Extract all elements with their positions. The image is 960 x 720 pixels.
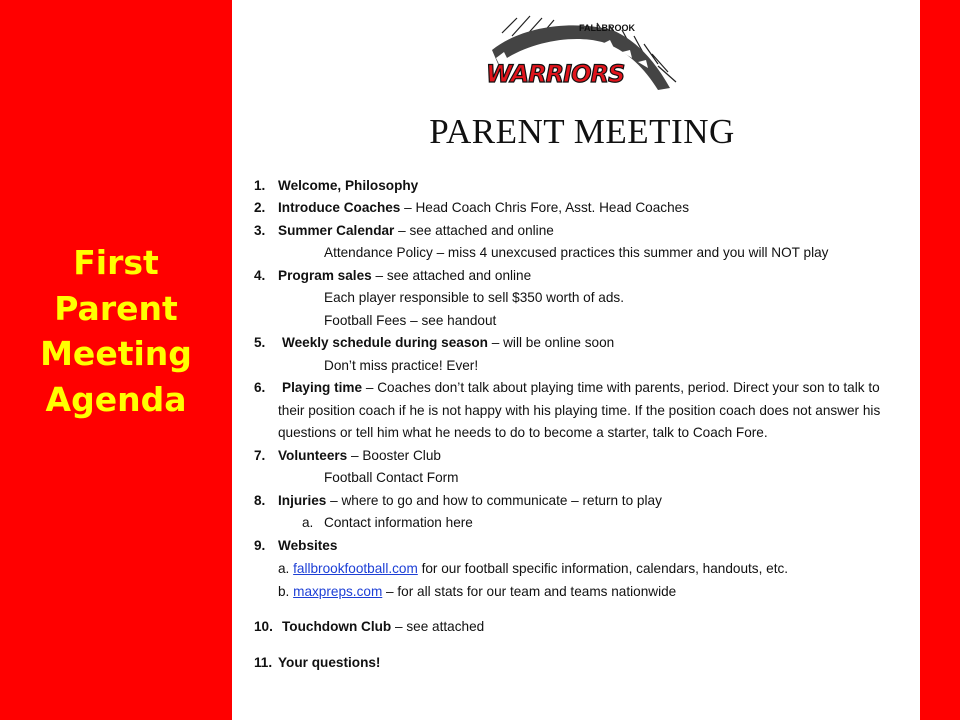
item-number: 3. <box>254 223 266 238</box>
document-page <box>232 0 920 720</box>
subitem-text: Contact information here <box>324 515 473 530</box>
item-heading: Weekly schedule during season <box>282 335 488 350</box>
website-description: – for all stats for our team and teams nationwide <box>382 584 677 599</box>
item-heading: Injuries <box>278 493 327 508</box>
item-number: 2. <box>254 200 266 215</box>
item-heading: Websites <box>278 538 338 553</box>
logo-top-text: FALLBROOK <box>579 23 635 33</box>
item-text: – see attached and online <box>371 268 532 283</box>
website-letter: a. <box>278 561 294 576</box>
slide-right-bar <box>920 0 960 720</box>
slide-title-line: Parent <box>54 288 178 328</box>
item-number: 5. <box>254 335 266 350</box>
website-line <box>278 561 788 576</box>
warriors-logo <box>482 8 682 98</box>
item-heading: Volunteers <box>278 448 348 463</box>
website-description: for our football specific information, calendars, handouts, etc. <box>417 561 789 576</box>
item-heading: Welcome, Philosophy <box>278 178 419 193</box>
item-heading: Introduce Coaches <box>278 200 401 215</box>
subitem-letter: a. <box>302 515 314 530</box>
agenda-subitem: Attendance Policy – miss 4 unexcused practices this summer and you will NOT play <box>324 245 829 260</box>
item-number: 7. <box>254 448 266 463</box>
website-line <box>278 584 676 599</box>
agenda-subitem: Football Contact Form <box>324 470 459 485</box>
item-text: – see attached and online <box>394 223 554 238</box>
maxpreps-link[interactable]: maxpreps.com <box>293 584 383 599</box>
agenda-subitem: Football Fees – see handout <box>324 313 497 328</box>
slide-title <box>0 240 232 422</box>
item-text: – will be online soon <box>488 335 615 350</box>
website-letter: b. <box>278 584 294 599</box>
agenda-subitem: Don’t miss practice! Ever! <box>324 358 479 373</box>
agenda-continuation: questions or tell him what he needs to do to become a starter, talk to Coach Fore. <box>278 425 768 440</box>
item-number: 10. <box>254 619 273 634</box>
fallbrookfootball-link[interactable]: fallbrookfootball.com <box>293 561 418 576</box>
agenda-subitem: Each player responsible to sell $350 worth of ads. <box>324 290 624 305</box>
agenda-subitem <box>302 515 473 530</box>
item-text: – where to go and how to communicate – return to play <box>326 493 662 508</box>
logo-main-text: WARRIORS <box>486 60 625 88</box>
slide-title-line: First <box>73 243 159 282</box>
item-text: – see attached <box>391 619 485 634</box>
item-number: 4. <box>254 268 266 283</box>
item-heading: Program sales <box>278 268 372 283</box>
slide-left-panel <box>0 0 232 720</box>
item-heading: Summer Calendar <box>278 223 395 238</box>
item-number: 9. <box>254 538 266 553</box>
item-number: 8. <box>254 493 266 508</box>
item-text: – Booster Club <box>347 448 441 463</box>
item-heading: Playing time <box>282 380 363 395</box>
item-number: 11. <box>254 655 273 670</box>
item-number: 1. <box>254 178 266 193</box>
item-number: 6. <box>254 380 266 395</box>
slide-title-line: Meeting <box>40 334 192 373</box>
item-heading: Your questions! <box>278 655 381 670</box>
document-title: PARENT MEETING <box>429 112 735 151</box>
agenda-continuation: their position coach if he is not happy with his playing time. If the position coach does not answer his <box>278 403 881 418</box>
slide-title-line: Agenda <box>45 379 187 419</box>
item-text: – Coaches don’t talk about playing time with parents, period. Direct your son to talk to <box>362 380 880 395</box>
item-heading: Touchdown Club <box>282 619 392 634</box>
item-text: – Head Coach Chris Fore, Asst. Head Coaches <box>400 200 690 215</box>
